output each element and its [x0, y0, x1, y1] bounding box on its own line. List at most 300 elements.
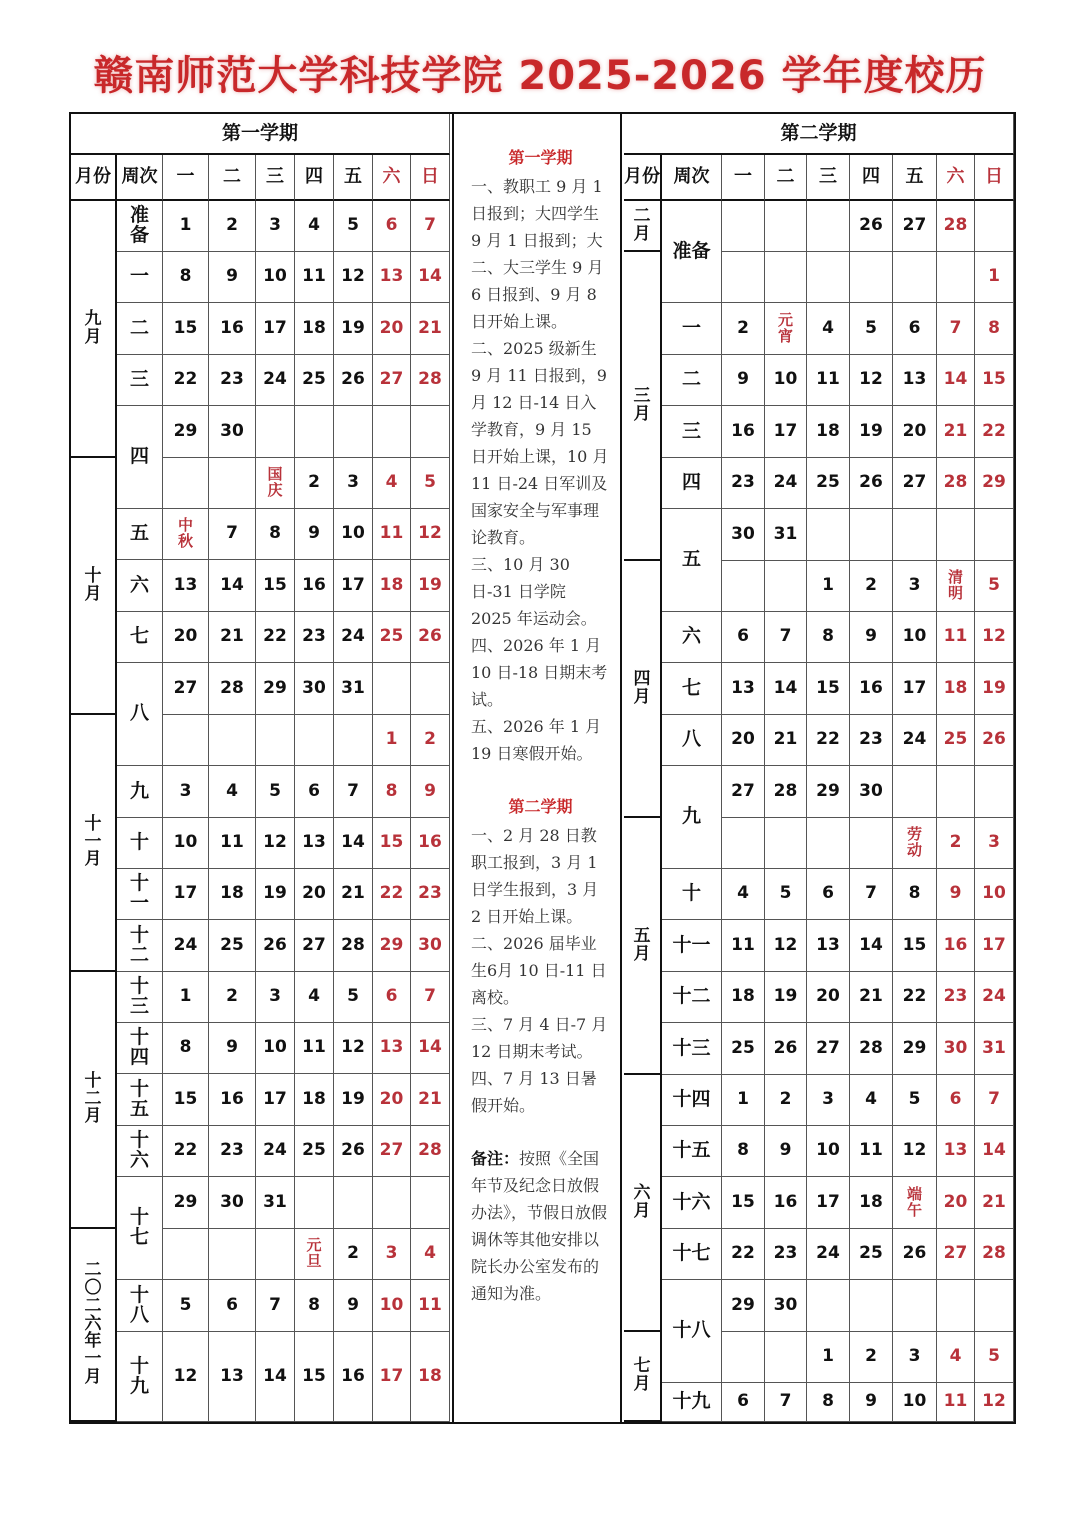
day-cell: [163, 1229, 209, 1280]
week-label: 七: [662, 663, 722, 715]
day-cell: 9: [209, 252, 256, 303]
day-cell: 16: [722, 406, 765, 458]
day-cell: 11: [373, 509, 411, 560]
day-cell: 9: [850, 1383, 893, 1422]
day-cell: [807, 1280, 850, 1332]
day-cell: 8: [975, 303, 1014, 355]
day-cell: 7: [209, 509, 256, 560]
day-cell: 24: [765, 458, 807, 509]
day-cell: 11: [807, 355, 850, 406]
month-label: 二 〇 二 六 年 一 月: [71, 1229, 117, 1422]
day-cell: 10: [765, 355, 807, 406]
day-cell: 10: [893, 1383, 937, 1422]
day-cell: 28: [411, 1126, 450, 1177]
remark: [471, 1145, 610, 1307]
day-cell: 18: [807, 406, 850, 458]
day-cell: [411, 1177, 450, 1229]
day-cell: 27: [295, 920, 334, 972]
day-cell: 10: [975, 869, 1014, 920]
remark-text: 按照《全国年节及纪念日放假办法》，节假日放假调休等其他安排以院长办公室发布的通知为准。: [471, 1149, 608, 1303]
day-cell: [765, 201, 807, 252]
day-cell: 9: [722, 355, 765, 406]
day-cell: 25: [722, 1023, 765, 1075]
header-month: 月份: [71, 155, 117, 201]
day-cell: 18: [209, 869, 256, 920]
day-cell: 3: [163, 766, 209, 818]
day-cell: 5: [411, 458, 450, 509]
day-cell: 26: [334, 355, 373, 406]
day-cell: [334, 406, 373, 458]
day-cell: 7: [850, 869, 893, 920]
day-cell: 3: [893, 561, 937, 612]
week-label: 十 八: [117, 1280, 163, 1332]
day-cell: 19: [334, 1074, 373, 1126]
day-cell: 30: [850, 766, 893, 818]
day-cell: 8: [295, 1280, 334, 1332]
day-cell: 11: [295, 252, 334, 303]
month-label: 五 月: [624, 818, 662, 1075]
day-cell: 28: [937, 201, 975, 252]
notes-semester2-title: 第二学期: [508, 797, 573, 816]
day-cell: 3: [807, 1075, 850, 1126]
week-label: 十二: [662, 972, 722, 1023]
day-cell: 6: [722, 1383, 765, 1422]
week-label: 二: [117, 303, 163, 355]
day-cell: 29: [893, 1023, 937, 1075]
week-label: 十 四: [117, 1023, 163, 1074]
day-cell: 22: [163, 1126, 209, 1177]
day-cell: 2: [411, 715, 450, 766]
day-cell: 6: [937, 1075, 975, 1126]
week-label: 四: [662, 458, 722, 509]
day-cell: 7: [256, 1280, 295, 1332]
day-cell: 4: [209, 766, 256, 818]
day-cell: 15: [893, 920, 937, 972]
header-day: 五: [334, 155, 373, 201]
note-item: 四、7 月 13 日暑假开始。: [471, 1069, 597, 1115]
day-cell: 15: [295, 1332, 334, 1422]
day-cell: 8: [807, 612, 850, 663]
header-day: 二: [209, 155, 256, 201]
day-cell: 15: [163, 303, 209, 355]
day-cell: 14: [765, 663, 807, 715]
day-cell: 5: [334, 201, 373, 252]
day-cell: [256, 1229, 295, 1280]
day-cell: 8: [163, 252, 209, 303]
day-cell: 4: [937, 1332, 975, 1383]
day-cell: 1: [373, 715, 411, 766]
week-label: 十 三: [117, 972, 163, 1023]
day-cell: 30: [209, 406, 256, 458]
day-cell: 5: [765, 869, 807, 920]
day-cell: 30: [295, 663, 334, 715]
day-cell: 11: [850, 1126, 893, 1177]
day-cell: 28: [411, 355, 450, 406]
remark-label: 备注：: [471, 1149, 520, 1168]
day-cell: 20: [937, 1177, 975, 1229]
day-cell: 13: [209, 1332, 256, 1422]
day-cell: 5: [975, 561, 1014, 612]
week-label: 三: [117, 355, 163, 406]
day-cell: [807, 201, 850, 252]
day-cell: 25: [937, 715, 975, 766]
holiday-cell: 元 宵: [765, 303, 807, 355]
day-cell: 26: [850, 201, 893, 252]
month-label: 九 月: [71, 201, 117, 458]
day-cell: 10: [373, 1280, 411, 1332]
day-cell: 12: [765, 920, 807, 972]
day-cell: 2: [850, 561, 893, 612]
day-cell: [807, 818, 850, 869]
day-cell: 7: [411, 972, 450, 1023]
day-cell: [765, 561, 807, 612]
day-cell: 15: [373, 818, 411, 869]
day-cell: 21: [334, 869, 373, 920]
day-cell: 13: [807, 920, 850, 972]
day-cell: [411, 663, 450, 715]
day-cell: 2: [209, 972, 256, 1023]
day-cell: 13: [373, 252, 411, 303]
day-cell: 19: [850, 406, 893, 458]
day-cell: 8: [722, 1126, 765, 1177]
day-cell: 26: [765, 1023, 807, 1075]
day-cell: 10: [163, 818, 209, 869]
day-cell: 17: [334, 560, 373, 612]
day-cell: 30: [411, 920, 450, 972]
day-cell: 14: [937, 355, 975, 406]
day-cell: 24: [893, 715, 937, 766]
day-cell: 29: [722, 1280, 765, 1332]
note-item: 二、2025 级新生 9 月 11 日报到，9 月 12 日-14 日入学教育，9 月 15 日开始上课，10 月 11 日-24 日军训及国家安全与军事理论教育。: [471, 339, 609, 547]
day-cell: 5: [893, 1075, 937, 1126]
week-label: 十三: [662, 1023, 722, 1075]
day-cell: [722, 1332, 765, 1383]
day-cell: 24: [256, 1126, 295, 1177]
day-cell: 8: [163, 1023, 209, 1074]
day-cell: 20: [893, 406, 937, 458]
day-cell: [937, 1280, 975, 1332]
day-cell: 12: [334, 252, 373, 303]
day-cell: 26: [411, 612, 450, 663]
week-label: 十八: [662, 1280, 722, 1383]
day-cell: [209, 458, 256, 509]
day-cell: 17: [256, 303, 295, 355]
day-cell: 27: [893, 201, 937, 252]
day-cell: 31: [334, 663, 373, 715]
day-cell: [975, 201, 1014, 252]
month-label: 十 一 月: [71, 715, 117, 972]
day-cell: 19: [334, 303, 373, 355]
day-cell: 16: [850, 663, 893, 715]
day-cell: [765, 818, 807, 869]
day-cell: 30: [722, 509, 765, 561]
day-cell: [722, 252, 765, 303]
day-cell: 20: [163, 612, 209, 663]
day-cell: 1: [163, 201, 209, 252]
header-day: 二: [765, 155, 807, 201]
day-cell: 1: [975, 252, 1014, 303]
header-day: 一: [163, 155, 209, 201]
day-cell: 25: [209, 920, 256, 972]
day-cell: 9: [209, 1023, 256, 1074]
month-label: 三 月: [624, 252, 662, 561]
header-day: 六: [373, 155, 411, 201]
day-cell: 13: [893, 355, 937, 406]
week-label: 十一: [662, 920, 722, 972]
day-cell: 28: [975, 1229, 1014, 1280]
day-cell: 23: [765, 1229, 807, 1280]
week-label: 六: [662, 612, 722, 663]
day-cell: 14: [411, 252, 450, 303]
day-cell: [765, 1332, 807, 1383]
day-cell: [295, 406, 334, 458]
week-label: 十 一: [117, 869, 163, 920]
day-cell: 10: [334, 509, 373, 560]
day-cell: 1: [722, 1075, 765, 1126]
day-cell: 20: [373, 1074, 411, 1126]
day-cell: 16: [295, 560, 334, 612]
day-cell: 13: [295, 818, 334, 869]
day-cell: [937, 766, 975, 818]
day-cell: 24: [256, 355, 295, 406]
day-cell: 21: [850, 972, 893, 1023]
day-cell: 23: [850, 715, 893, 766]
day-cell: 22: [163, 355, 209, 406]
day-cell: 12: [411, 509, 450, 560]
header-day: 一: [722, 155, 765, 201]
day-cell: 21: [937, 406, 975, 458]
month-label: 四 月: [624, 561, 662, 818]
day-cell: 22: [373, 869, 411, 920]
day-cell: 9: [295, 509, 334, 560]
day-cell: 25: [373, 612, 411, 663]
day-cell: 17: [256, 1074, 295, 1126]
day-cell: 11: [937, 612, 975, 663]
note-item: 三、7 月 4 日-7 月 12 日期末考试。: [471, 1015, 608, 1061]
day-cell: 23: [722, 458, 765, 509]
day-cell: 15: [807, 663, 850, 715]
day-cell: 3: [893, 1332, 937, 1383]
week-label: 十 七: [117, 1177, 163, 1280]
day-cell: 2: [295, 458, 334, 509]
day-cell: 11: [295, 1023, 334, 1074]
day-cell: 20: [807, 972, 850, 1023]
day-cell: 18: [295, 303, 334, 355]
day-cell: 14: [334, 818, 373, 869]
header-day: 五: [893, 155, 937, 201]
week-label: 十: [662, 869, 722, 920]
day-cell: 25: [295, 1126, 334, 1177]
day-cell: 2: [937, 818, 975, 869]
day-cell: 31: [975, 1023, 1014, 1075]
day-cell: 4: [722, 869, 765, 920]
day-cell: 21: [209, 612, 256, 663]
day-cell: 9: [850, 612, 893, 663]
semester-title: 第一学期: [71, 114, 450, 155]
day-cell: 10: [807, 1126, 850, 1177]
day-cell: 22: [807, 715, 850, 766]
day-cell: 23: [937, 972, 975, 1023]
day-cell: 4: [295, 972, 334, 1023]
day-cell: [209, 715, 256, 766]
day-cell: 14: [411, 1023, 450, 1074]
day-cell: [722, 201, 765, 252]
day-cell: 18: [850, 1177, 893, 1229]
week-label: 十五: [662, 1126, 722, 1177]
day-cell: 4: [411, 1229, 450, 1280]
day-cell: 26: [975, 715, 1014, 766]
header-month: 月份: [624, 155, 662, 201]
header-week: 周次: [662, 155, 722, 201]
day-cell: [295, 715, 334, 766]
holiday-cell: 国 庆: [256, 458, 295, 509]
day-cell: 28: [937, 458, 975, 509]
week-label: 十 六: [117, 1126, 163, 1177]
day-cell: [256, 406, 295, 458]
day-cell: 17: [163, 869, 209, 920]
day-cell: 7: [411, 201, 450, 252]
day-cell: 1: [163, 972, 209, 1023]
day-cell: 17: [765, 406, 807, 458]
day-cell: 3: [256, 201, 295, 252]
header-day: 日: [975, 155, 1014, 201]
day-cell: 18: [411, 1332, 450, 1422]
week-label: 四: [117, 406, 163, 509]
day-cell: 29: [163, 1177, 209, 1229]
day-cell: 12: [893, 1126, 937, 1177]
day-cell: 8: [256, 509, 295, 560]
day-cell: 20: [295, 869, 334, 920]
day-cell: 30: [765, 1280, 807, 1332]
day-cell: [975, 766, 1014, 818]
day-cell: [893, 252, 937, 303]
day-cell: [256, 715, 295, 766]
day-cell: 22: [893, 972, 937, 1023]
day-cell: 24: [163, 920, 209, 972]
week-label: 八: [662, 715, 722, 766]
day-cell: [722, 818, 765, 869]
day-cell: [373, 663, 411, 715]
day-cell: 27: [373, 1126, 411, 1177]
day-cell: 15: [163, 1074, 209, 1126]
day-cell: 21: [975, 1177, 1014, 1229]
day-cell: 6: [373, 972, 411, 1023]
week-label: 五: [662, 509, 722, 612]
day-cell: 26: [256, 920, 295, 972]
day-cell: 3: [373, 1229, 411, 1280]
header-week: 周次: [117, 155, 163, 201]
day-cell: 8: [373, 766, 411, 818]
day-cell: 24: [807, 1229, 850, 1280]
day-cell: 11: [937, 1383, 975, 1422]
day-cell: [893, 509, 937, 561]
day-cell: 21: [765, 715, 807, 766]
day-cell: 24: [975, 972, 1014, 1023]
day-cell: 16: [209, 1074, 256, 1126]
month-label: 七 月: [624, 1332, 662, 1422]
day-cell: [334, 715, 373, 766]
day-cell: 29: [807, 766, 850, 818]
header-day: 三: [256, 155, 295, 201]
day-cell: 6: [722, 612, 765, 663]
day-cell: 23: [209, 1126, 256, 1177]
day-cell: [373, 1177, 411, 1229]
day-cell: [373, 406, 411, 458]
day-cell: 29: [163, 406, 209, 458]
day-cell: 14: [975, 1126, 1014, 1177]
header-day: 四: [295, 155, 334, 201]
day-cell: 13: [373, 1023, 411, 1074]
week-label: 七: [117, 612, 163, 663]
week-label: 一: [117, 252, 163, 303]
week-label: 十七: [662, 1229, 722, 1280]
day-cell: 19: [256, 869, 295, 920]
day-cell: [937, 252, 975, 303]
day-cell: 28: [850, 1023, 893, 1075]
day-cell: [807, 509, 850, 561]
day-cell: 30: [937, 1023, 975, 1075]
day-cell: 17: [975, 920, 1014, 972]
day-cell: 26: [334, 1126, 373, 1177]
day-cell: 18: [295, 1074, 334, 1126]
day-cell: 14: [256, 1332, 295, 1422]
day-cell: 12: [256, 818, 295, 869]
day-cell: [163, 458, 209, 509]
day-cell: 13: [722, 663, 765, 715]
day-cell: 24: [334, 612, 373, 663]
holiday-cell: 元 旦: [295, 1229, 334, 1280]
notes-semester1-title: 第一学期: [508, 148, 573, 167]
day-cell: 5: [163, 1280, 209, 1332]
day-cell: 27: [373, 355, 411, 406]
day-cell: 14: [850, 920, 893, 972]
month-label: 十 月: [71, 458, 117, 715]
day-cell: 5: [256, 766, 295, 818]
week-label: 二: [662, 355, 722, 406]
day-cell: 27: [722, 766, 765, 818]
day-cell: 25: [295, 355, 334, 406]
day-cell: 3: [256, 972, 295, 1023]
day-cell: 18: [937, 663, 975, 715]
day-cell: 5: [975, 1332, 1014, 1383]
semester-title: 第二学期: [624, 114, 1014, 155]
day-cell: [295, 1177, 334, 1229]
day-cell: [893, 766, 937, 818]
day-cell: 4: [295, 201, 334, 252]
header-day: 四: [850, 155, 893, 201]
day-cell: 9: [937, 869, 975, 920]
day-cell: 31: [256, 1177, 295, 1229]
day-cell: 27: [807, 1023, 850, 1075]
day-cell: [850, 252, 893, 303]
notes-column: [452, 114, 622, 1422]
week-label: 十 九: [117, 1332, 163, 1422]
day-cell: 10: [256, 252, 295, 303]
day-cell: 12: [334, 1023, 373, 1074]
day-cell: 22: [975, 406, 1014, 458]
day-cell: [334, 1177, 373, 1229]
day-cell: 16: [765, 1177, 807, 1229]
day-cell: 19: [411, 560, 450, 612]
day-cell: 8: [893, 869, 937, 920]
day-cell: 12: [163, 1332, 209, 1422]
day-cell: 6: [893, 303, 937, 355]
holiday-cell: 中 秋: [163, 509, 209, 560]
day-cell: 8: [807, 1383, 850, 1422]
day-cell: 2: [209, 201, 256, 252]
day-cell: 17: [893, 663, 937, 715]
day-cell: 1: [807, 1332, 850, 1383]
